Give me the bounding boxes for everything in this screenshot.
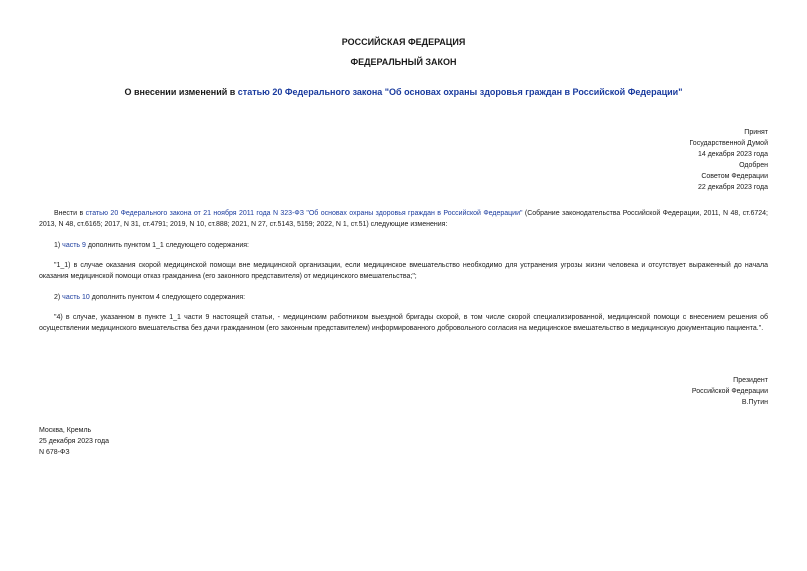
adoption-block [689,127,768,193]
item-1-paragraph [39,240,768,251]
approved-body: Советом Федерации [701,173,768,180]
intro-link[interactable]: статью 20 Федерального закона от 21 ноября 2011 года N 323-ФЗ "Об основах охраны здоровья граждан в Российской Федерации" [85,210,523,217]
signature-country: Российской Федерации [691,388,768,395]
item-2-link[interactable]: часть 10 [62,294,90,301]
country-heading: РОССИЙСКАЯ ФЕДЕРАЦИЯ [341,37,466,47]
law-type-heading: ФЕДЕРАЛЬНЫЙ ЗАКОН [350,57,457,67]
intro-suffix: (Собрание законодательства Российской Федерации, 2011, N 48, ст.6724; 2013, N 48, ст.6165; 2017, N 31, ст.4791; 2019, N 10, ст.888; 2021, N 27, ст.5143, 5159; 2022, N 1, ст.51) следующие изменения: [39,210,768,228]
adopted-date: 14 декабря 2023 года [697,151,768,158]
law-title [0,87,807,97]
signature-name: В.Путин [741,399,768,406]
place-date-block [39,425,109,458]
adopted-body: Государственной Думой [689,140,768,147]
law-title-prefix: О внесении изменений в [124,87,238,97]
approved-date: 22 декабря 2023 года [697,184,768,191]
intro-paragraph [39,208,768,230]
law-number: N 678-ФЗ [39,449,70,456]
approved-label: Одобрен [739,162,768,169]
item-2-prefix: 2) [54,294,63,301]
item-1-prefix: 1) [54,242,63,249]
law-title-link[interactable]: статью 20 Федерального закона "Об основах охраны здоровья граждан в Российской Федерации" [237,87,683,97]
item-2-quote: "4) в случае, указанном в пункте 1_1 части 9 настоящей статьи, - медицинским работником выездной бригады скорой, в том числе скорой специализированной, медицинской помощи с внесением решения об осуществлении медицинского вмешательства без дачи гражданином (его законным представителем) информированного добровольного согласия на медицинское вмешательство в медицинскую документацию пациента.". [39,314,768,332]
item-1-suffix: дополнить пунктом 1_1 следующего содержания: [85,242,249,249]
intro-prefix: Внести в [54,210,86,217]
signature-title: Президент [733,377,768,384]
item-1-link[interactable]: часть 9 [62,242,86,249]
signature-block [692,375,768,408]
item-2-suffix: дополнить пунктом 4 следующего содержания: [89,294,246,301]
place-city: Москва, Кремль [39,427,92,434]
item-1-quote: "1_1) в случае оказания скорой медицинской помощи вне медицинской организации, если медицинское вмешательство необходимо для устранения угрозы жизни человека и отсутствует выраженный до начала оказания медицинской помощи отказ гражданина (его законного представителя) от медицинского вмешательства;"; [39,262,768,280]
item-2-paragraph [39,292,768,303]
place-date: 25 декабря 2023 года [39,438,110,445]
adopted-label: Принят [744,129,768,136]
